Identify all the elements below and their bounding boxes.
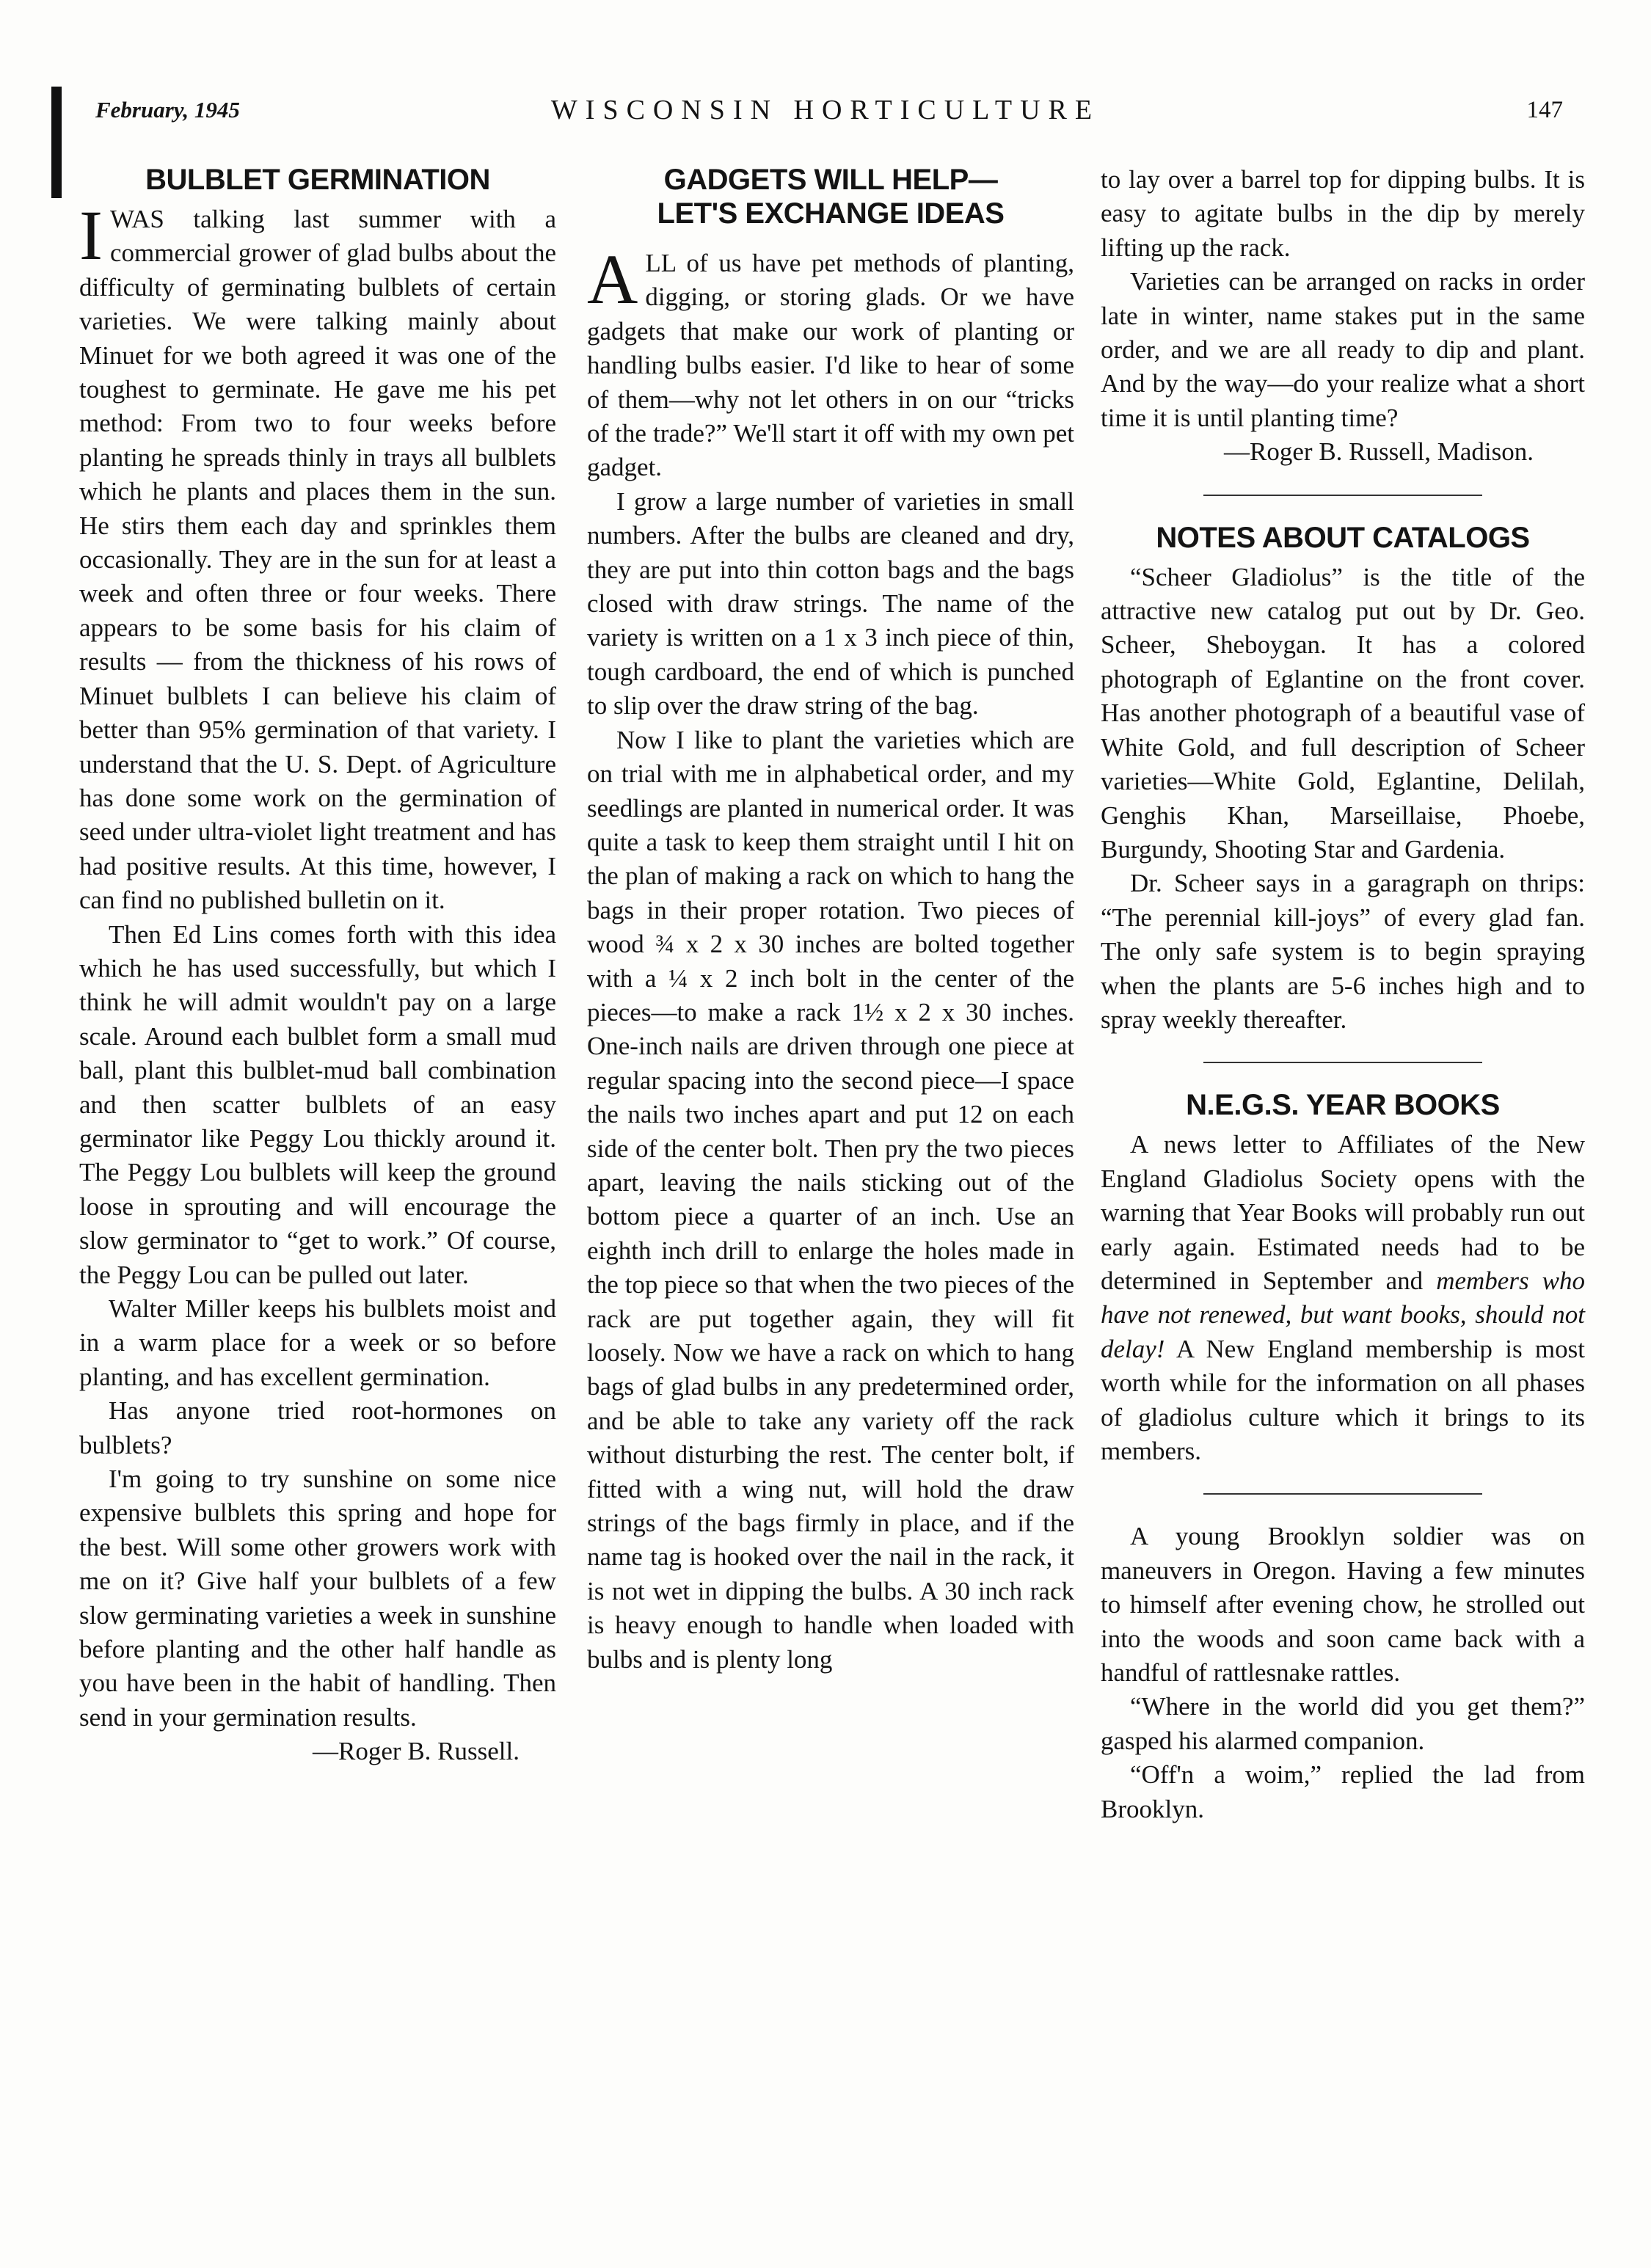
article-title: N.E.G.S. YEAR BOOKS [1186, 1089, 1500, 1122]
article-title: GADGETS WILL HELP— LET'S EXCHANGE IDEAS [657, 164, 1005, 230]
article-paragraph: Dr. Scheer says in a garagraph on thrips: “The perennial kill-joys” of every glad fan. The only safe system is to begin spraying when the plants are 5-6 inches high and to spray weekly thereafter. [1101, 869, 1585, 1034]
article-paragraph: Walter Miller keeps his bulblets moist and in a warm place for a week or so before planting, and has excellent germination. [79, 1294, 556, 1391]
journal-title: WISCONSIN HORTICULTURE [550, 95, 1101, 125]
article-paragraph: IWAS talking last summer with a commercial grower of glad bulbs about the difficulty of germinating bulblets of certain varieties. We were talking mainly about Minuet for we both agreed it was one of the toughest to germinate. He gave me his pet method: From two to four weeks before planting he spreads thinly in trays all bulblets which he plants and places them in the sun. He stirs them each day and sprinkles them occasionally. They are in the sun for at least a week and often three or four weeks. There appears to be some basis for his claim of results — from the thickness of his rows of Minuet bulblets I can believe his claim of better than 95% germination of that variety. I understand that the U. S. Dept. of Agriculture has done some work on the germination of seed under ultra-violet light treatment and has had positive results. At this time, however, I can find no published bulletin on it. [79, 196, 556, 915]
article-paragraph: A young Brooklyn soldier was on maneuvers in Oregon. Having a few minutes to himself after evening chow, he strolled out into the woods and soon came back with a handful of rattlesnake rattles. [1101, 1522, 1585, 1688]
article-paragraph: Has anyone tried root-hormones on bulblets? [79, 1396, 556, 1459]
article-paragraph: Then Ed Lins comes forth with this idea which he has used successfully, but which I think he will admit wouldn't pay on a large scale. Around each bulblet form a small mud ball, plant this bulblet-mud ball combination and then scatter bulblets of an easy germinator like Peggy Lou thickly around it. The Peggy Lou bulblets will keep the ground loose in sprouting and will encourage the slow germinator to “get to work.” Of course, the Peggy Lou can be pulled out later. [79, 919, 556, 1289]
column-2 [587, 163, 1074, 1677]
article-paragraph: ALL of us have pet methods of planting, digging, or storing glads. Or we have gadgets that make our work of planting or handling bulbs easier. I'd like to hear of some of them—why not let others in on our “tricks of the trade?” We'll start it off with my own pet gadget. [587, 240, 1074, 482]
column-1 [79, 163, 556, 1769]
section-divider [1203, 1062, 1482, 1063]
drop-cap: A [587, 240, 638, 318]
column-3 [1101, 163, 1585, 1826]
page-header [88, 87, 1563, 138]
section-divider [1203, 495, 1482, 496]
margin-rule [51, 87, 62, 198]
article-paragraph: “Off'n a woim,” replied the lad from Brooklyn. [1101, 1760, 1585, 1823]
page-number: 147 [1526, 97, 1563, 123]
article-paragraph: “Where in the world did you get them?” gasped his alarmed companion. [1101, 1692, 1585, 1755]
article-paragraph: “Scheer Gladiolus” is the title of the attractive new catalog put out by Dr. Geo. Scheer, Sheboygan. It has a colored photograph of Eglantine on the front cover. Has another photograph of a beautiful vase of White Gold, and full description of Scheer varieties—White Gold, Eglantine, Delilah, Genghis Khan, Marseillaise, Phoebe, Burgundy, Shooting Star and Gardenia. [1101, 562, 1585, 864]
drop-cap: I [79, 196, 103, 274]
article-title: NOTES ABOUT CATALOGS [1156, 521, 1530, 554]
author-signature: —Roger B. Russell. [313, 1737, 520, 1766]
article-paragraph: to lay over a barrel top for dipping bulbs. It is easy to agitate bulbs in the dip by merely lifting up the rack. [1101, 165, 1585, 262]
section-divider [1203, 1493, 1482, 1495]
issue-date: February, 1945 [95, 97, 240, 123]
article-paragraph: A news letter to Affiliates of the New England Gladiolus Society opens with the warning that Year Books will probably run out early again. Estimated needs had to be determined in September and members who have not renewed, but want books, should not delay! A New England membership is most worth while for the information on all phases of gladiolus culture which it brings to its members. [1101, 1130, 1585, 1465]
article-paragraph: I grow a large number of varieties in small numbers. After the bulbs are cleaned and dry, they are put into thin cotton bags and the bags closed with draw strings. The name of the variety is written on a 1 x 3 inch piece of thin, tough cardboard, the end of which is punched to slip over the draw string of the bag. [587, 486, 1074, 721]
article-paragraph: I'm going to try sunshine on some nice expensive bulblets this spring and hope for the best. Will some other growers work with me on it? Give half your bulblets of a few slow germinating varieties a week in sunshine before planting and the other half handle as you have been in the habit of handling. Then send in your germination results. [79, 1465, 556, 1732]
article-paragraph: Now I like to plant the varieties which are on trial with me in alphabetical order, and my seedlings are planted in numerical order. It was quite a task to keep them straight until I hit on the plan of making a rack on which to hang the bags in their proper rotation. Two pieces of wood ¾ x 2 x 30 inches are bolted together with a ¼ x 2 inch bolt in the center of the pieces—to make a rack 1½ x 2 x 30 inches. One-inch nails are driven through one piece at regular spacing into the second piece—I space the nails two inches apart and put 12 on each side of the center bolt. Then pry the two pieces apart, leaving the nails sticking out of the bottom piece a quarter of an inch. Use an eighth inch drill to enlarge the holes made in the top piece so that when the two pieces of the rack are put together again, they will fit loosely. Now we have a rack on which to hang bags of glad bulbs in any predetermined order, and be able to take any variety off the rack without disturbing the rest. The center bolt, if fitted with a wing nut, will hold the draw strings of the bags firmly in place, and if the name tag is hooked over the nail in the rack, it is not wet in dipping the bulbs. A 30 inch rack is heavy enough to handle when loaded with bulbs and is plenty long [587, 725, 1074, 1674]
article-title: BULBLET GERMINATION [145, 164, 490, 196]
article-paragraph: Varieties can be arranged on racks in order late in winter, name stakes put in the same order, and we are all ready to dip and plant. And by the way—do your realize what a short time it is until planting time? [1101, 267, 1585, 432]
author-signature: —Roger B. Russell, Madison. [1224, 437, 1534, 467]
